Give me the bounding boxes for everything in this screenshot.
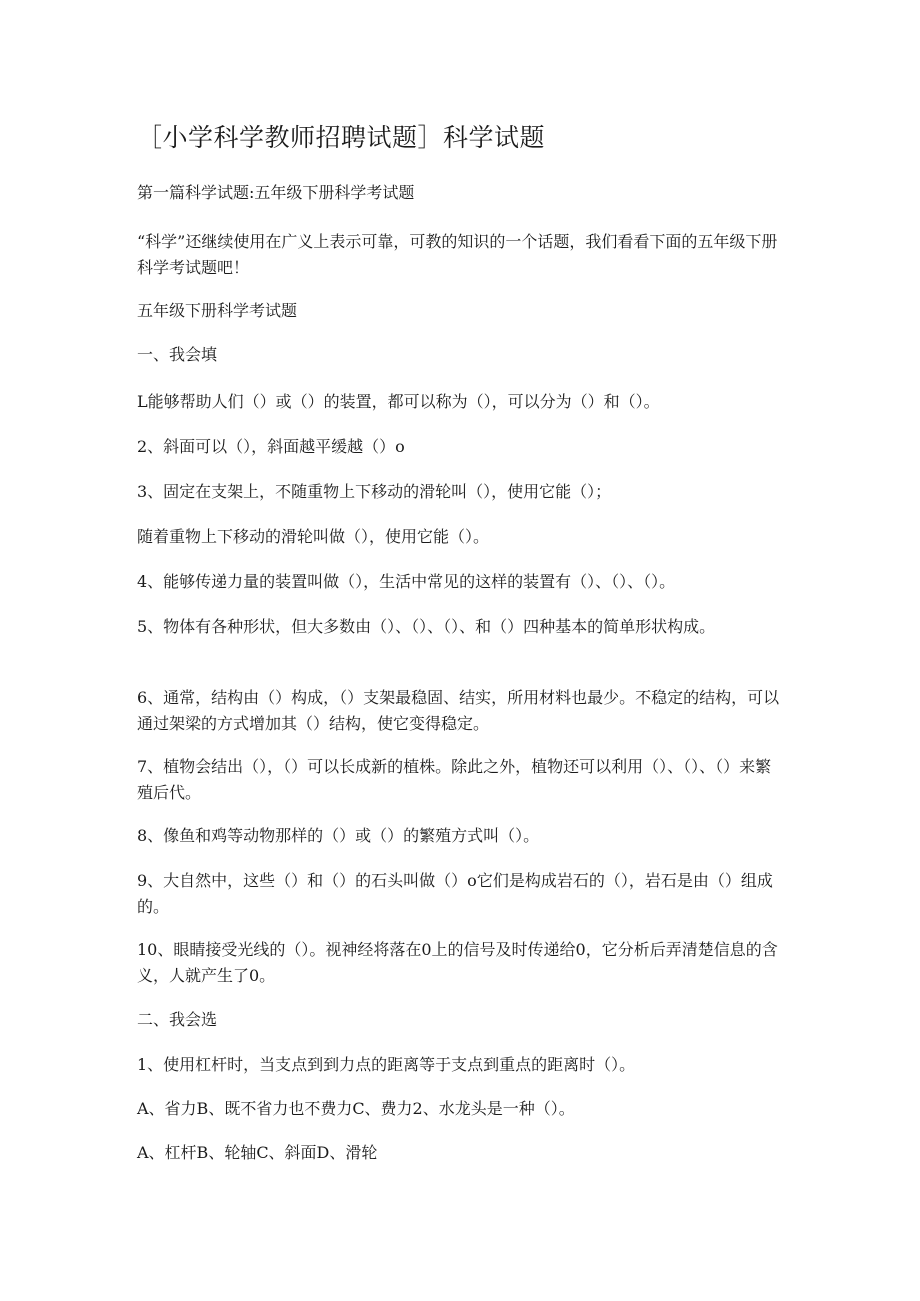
choice-options-1: A、省力B、既不省力也不费力C、费力2、水龙头是一种（）。	[137, 1099, 575, 1118]
document-subtitle: 第一篇科学试题:五年级下册科学考试题	[137, 183, 415, 202]
document-title: ［小学科学教师招聘试题］科学试题	[137, 123, 546, 152]
part1-heading: 一、我会填	[137, 345, 218, 364]
fill-question-8: 8、像鱼和鸡等动物那样的（）或（）的繁殖方式叫（）。	[137, 826, 540, 845]
fill-question-3: 3、固定在支架上，不随重物上下移动的滑轮叫（），使用它能（）；	[137, 482, 612, 501]
fill-question-7: 7、植物会结出（），（）可以长成新的植株。除此之外，植物还可以利用（）、（）、（）来繁殖后代。	[137, 757, 772, 802]
fill-question-6: 6、通常，结构由（）构成，（）支架最稳固、结实，所用材料也最少。不稳定的结构，可以通过架梁的方式增加其（）结构，使它变得稳定。	[137, 688, 780, 733]
choice-question-1: 1、使用杠杆时，当支点到到力点的距离等于支点到重点的距离时（）。	[137, 1055, 636, 1074]
intro-paragraph: “科学”还继续使用在广义上表示可靠，可教的知识的一个话题，我们看看下面的五年级下册科学考试题吧！	[137, 232, 778, 277]
fill-question-1: L能够帮助人们（）或（）的装置，都可以称为（），可以分为（）和（）。	[137, 392, 660, 411]
fill-question-3-continued: 随着重物上下移动的滑轮叫做（），使用它能（）。	[137, 527, 490, 546]
part2-heading: 二、我会选	[137, 1010, 218, 1029]
fill-question-4: 4、能够传递力量的装置叫做（），生活中常见的这样的装置有（）、（）、（）。	[137, 572, 676, 591]
fill-question-9: 9、大自然中，这些（）和（）的石头叫做（）o它们是构成岩石的（），岩石是由（）组成的。	[137, 871, 773, 916]
fill-question-5: 5、物体有各种形状，但大多数由（）、（）、（）、和（）四种基本的简单形状构成。	[137, 617, 716, 636]
fill-question-10: 10、眼睛接受光线的（）。视神经将落在0上的信号及时传递给0，它分析后弄清楚信息的含义，人就产生了0。	[137, 940, 778, 985]
section-title: 五年级下册科学考试题	[137, 301, 298, 320]
choice-options-2: A、杠杆B、轮轴C、斜面D、滑轮	[137, 1143, 378, 1162]
fill-question-2: 2、斜面可以（），斜面越平缓越（）o	[137, 437, 405, 456]
